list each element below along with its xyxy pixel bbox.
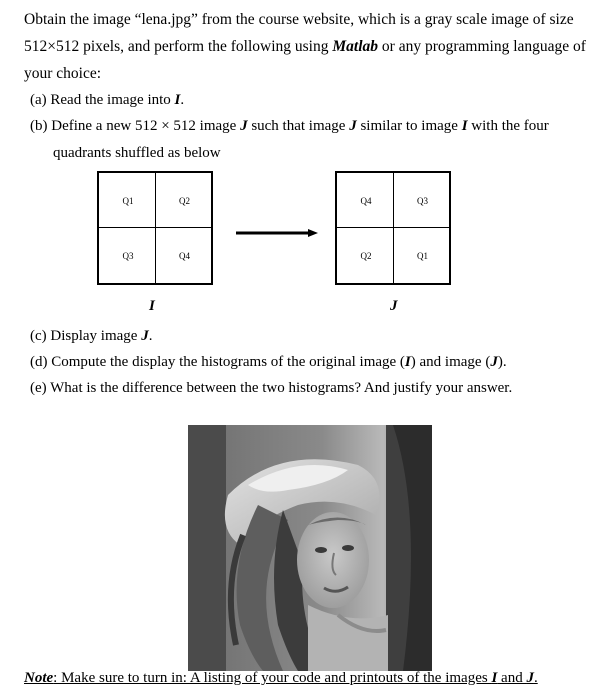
grid-label-j: J [390, 298, 398, 314]
lena-photo-icon [188, 425, 432, 671]
var-i: I [461, 118, 468, 134]
item-c-text: (c) Display image [30, 328, 142, 344]
item-b-mid: such that image [247, 118, 350, 134]
item-d [30, 352, 507, 372]
note-label: Note [24, 670, 54, 686]
quadrant-q3: Q3 [99, 227, 157, 283]
item-b-text: (b) Define a new 512 × 512 image [30, 118, 241, 134]
item-a-end: . [180, 92, 185, 108]
quadrant-q3: Q3 [393, 173, 451, 229]
quadrant-q1: Q1 [122, 196, 134, 206]
matlab-emphasis: Matlab [332, 38, 379, 55]
var-j: J [526, 670, 534, 686]
var-i: I [404, 354, 411, 370]
var-i: I [174, 92, 181, 108]
item-a [30, 90, 184, 110]
intro-line-2-a: 512×512 pixels, and perform the following using [24, 38, 333, 55]
item-c-end: . [148, 328, 153, 344]
note-text: : Make sure to turn in: A listing of your code and printouts of the images [53, 670, 492, 686]
item-b-end: with the four [467, 118, 549, 134]
item-b-line-2: quadrants shuffled as below [53, 145, 221, 161]
grid-label-i: I [149, 298, 155, 314]
item-a-text: (a) Read the image into [30, 92, 175, 108]
item-d-end: ). [497, 354, 507, 370]
intro-line-2-b: or any programming language of [378, 38, 586, 55]
var-i: I [491, 670, 498, 686]
var-j: J [349, 118, 357, 134]
intro-line-3: your choice: [24, 65, 102, 82]
note-end: . [533, 670, 538, 686]
note-and: and [497, 670, 527, 686]
intro-line-1: Obtain the image “lena.jpg” from the course website, which is a gray scale image of size [24, 11, 574, 28]
item-d-text: (d) Compute the display the histograms of the original image ( [30, 354, 405, 370]
quadrant-q2: Q2 [337, 227, 395, 283]
item-b [30, 116, 549, 136]
quadrant-grid-original [97, 171, 213, 285]
var-j: J [490, 354, 498, 370]
item-b-mid2: similar to image [356, 118, 462, 134]
quadrant-q4: Q4 [360, 196, 372, 206]
quadrant-grid-shuffled [335, 171, 451, 285]
note-line [24, 668, 538, 688]
item-d-mid: ) and image ( [410, 354, 491, 370]
right-arrow-icon [236, 227, 318, 239]
var-j: J [141, 328, 149, 344]
quadrant-q1: Q1 [393, 227, 451, 283]
quadrant-q2: Q2 [155, 173, 213, 229]
intro-line-2 [24, 37, 586, 57]
item-c [30, 326, 152, 346]
var-j: J [240, 118, 248, 134]
item-e: (e) What is the difference between the two histograms? And justify your answer. [30, 380, 513, 396]
quadrant-q4: Q4 [155, 227, 213, 283]
